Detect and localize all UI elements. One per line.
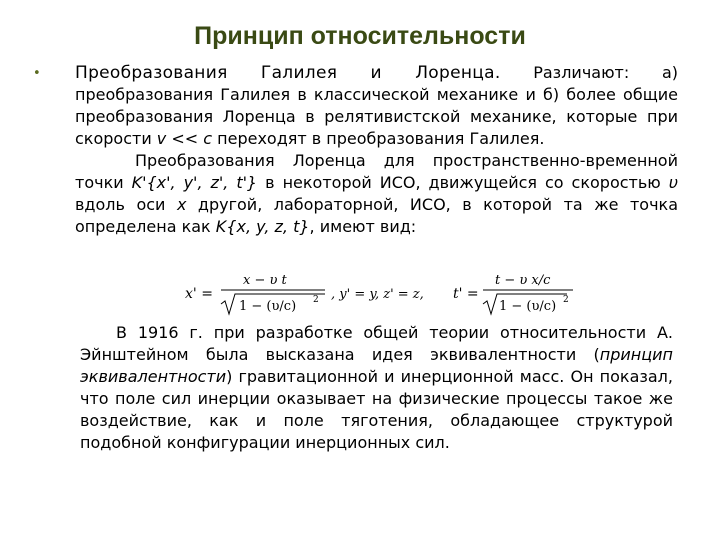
intro-end: переходят в преобразования Галилея. [212,129,545,148]
p2-text-c: вдоль оси [75,195,177,214]
paragraph-transform [75,150,678,238]
p2-text-e: , имеют вид: [309,217,417,236]
bullet-icon: • [33,66,41,81]
paragraph-equivalence [80,322,673,454]
formula-mid: , y' = y, z' = z, [331,287,424,302]
text-block-lorentz [75,62,678,238]
symbol-K: K [215,217,227,236]
p3-italic: принцип эквивалентности [80,345,673,386]
symbol-c: c [203,129,213,148]
lorentz-formula [185,270,575,318]
formula-den1: 1 − (υ/c) [239,299,297,314]
symbol-K-prime: K [131,173,143,192]
symbol-v: v [156,129,167,148]
symbol-u: υ [668,173,678,192]
coords-prime: '{x', y', z', t'} [142,173,258,192]
formula-xprime: x' = [185,286,213,302]
slide-title: Принцип относительности [194,22,526,50]
formula-num1: x − υ t [243,273,287,288]
p3-text-a: В 1916 г. при разработке общей теории относительности А. Эйнштейном была высказана идея эквивалентности ( [80,323,673,364]
p2-text-d: другой, лабораторной, ИСО, в которой та же точка определена как [75,195,679,236]
intro-rest: Различают: а) преобразования Галилея в классической механике и б) более общие преобразования Лоренца в релятивистской механике, которые при скорости [75,63,678,148]
p3-text-b: ) гравитационной и инерционной масс. Он показал, что поле сил инерции оказывает на физические процессы такое же воздействие, как и поле тяготения, обладающее структурой подобной конфигурации инерционных сил. [80,367,673,452]
paragraph-intro [75,62,678,150]
symbol-x: x [176,195,187,214]
formula-num2: t − υ x/c [495,273,551,288]
intro-lead: Преобразования Галилея и Лоренца. [75,63,501,83]
coords: {x, y, z, t} [226,217,310,236]
formula-svg [185,270,575,318]
formula-sq1: 2 [313,295,319,305]
much-less-sign: << [166,129,204,148]
formula-den2: 1 − (υ/c) [499,299,557,314]
formula-tprime: t' = [453,286,479,302]
p2-text-a: Преобразования Лоренца для пространственно-временной точки [75,151,678,192]
formula-sq2: 2 [563,295,569,305]
p2-text-b: в некоторой ИСО, движущейся со скоростью [257,173,669,192]
